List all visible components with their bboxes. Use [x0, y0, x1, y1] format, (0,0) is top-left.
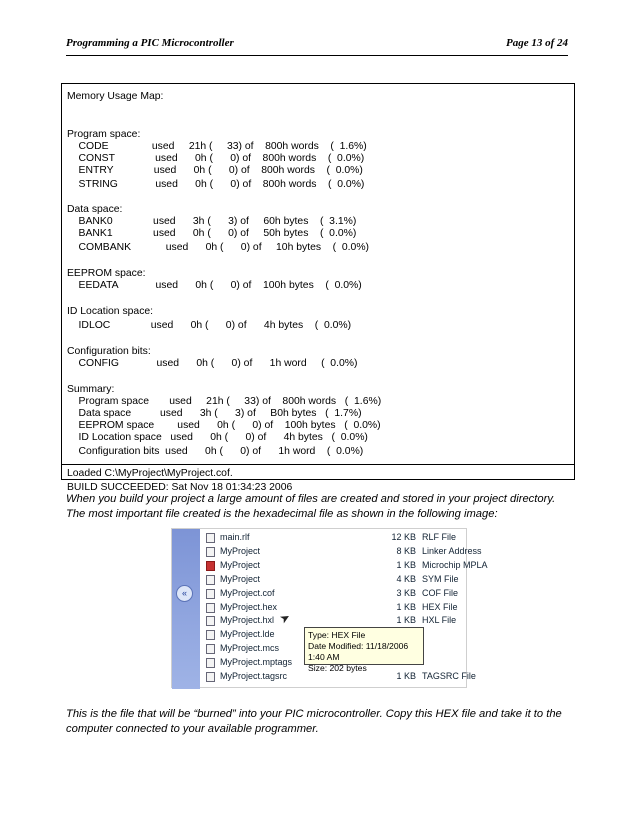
mouse-pointer-icon: ➤	[277, 609, 293, 627]
file-row[interactable]	[206, 559, 488, 573]
file-name: MyProject.lde	[220, 629, 275, 640]
file-row[interactable]	[206, 602, 468, 615]
tooltip-size: Size: 202 bytes	[308, 663, 367, 673]
file-name: MyProject.tagsrc	[220, 671, 288, 681]
output-line: Loaded C:\MyProject\MyProject.cof.	[67, 468, 233, 479]
output-line: CODE used 21h ( 33) of 800h words ( 1.6%)	[67, 141, 367, 152]
file-row[interactable]	[206, 588, 468, 601]
output-line: Data space used 3h ( 3) of B0h bytes ( 1.7%)	[67, 408, 362, 419]
file-type: COF File	[422, 587, 458, 598]
file-type: RLF File	[422, 532, 457, 542]
file-size: 8 KB	[396, 545, 416, 556]
file-size: 1 KB	[396, 615, 416, 626]
file-icon	[206, 630, 215, 640]
file-icon	[206, 616, 215, 626]
file-name: MyProject	[220, 573, 261, 584]
output-line: CONST used 0h ( 0) of 800h words ( 0.0%)	[67, 153, 365, 164]
file-name: MyProject.hxl	[220, 615, 275, 626]
explorer-task-pane	[172, 529, 200, 689]
output-line: Data space:	[67, 204, 123, 215]
file-icon	[206, 672, 215, 682]
build-output-box	[61, 83, 575, 493]
file-explorer-screenshot	[171, 528, 488, 688]
output-line: IDLOC used 0h ( 0) of 4h bytes ( 0.0%)	[67, 320, 352, 331]
tooltip-date-modified: Date Modified: 11/18/2006 1:40 AM	[308, 641, 409, 662]
file-icon	[206, 644, 215, 654]
output-line: STRING used 0h ( 0) of 800h words ( 0.0%)	[67, 179, 365, 190]
file-type: HXL File	[422, 615, 457, 626]
output-line: COMBANK used 0h ( 0) of 10h bytes ( 0.0%)	[67, 242, 370, 253]
file-icon	[206, 589, 215, 599]
file-row[interactable]	[206, 574, 468, 587]
output-line: BANK1 used 0h ( 0) of 50h bytes ( 0.0%)	[67, 228, 357, 239]
file-name: MyProject.cof	[220, 587, 275, 598]
file-icon	[206, 658, 215, 668]
file-size: 1 KB	[396, 601, 416, 612]
output-line: ID Location space used 0h ( 0) of 4h bytes ( 0.0%)	[67, 432, 368, 443]
file-size: 1 KB	[396, 559, 416, 570]
page-number: Page 13 of 24	[505, 37, 568, 49]
file-name: MyProject	[220, 545, 261, 556]
output-line: Summary:	[67, 384, 115, 395]
file-icon	[206, 533, 215, 543]
file-type: SYM File	[422, 573, 459, 584]
header-divider	[66, 55, 568, 56]
file-size: 1 KB	[396, 671, 416, 681]
file-name: MyProject.mptags	[220, 657, 293, 668]
file-name: main.rlf	[220, 532, 250, 542]
output-line: BUILD SUCCEEDED: Sat Nov 18 01:34:23 2006	[67, 482, 293, 493]
paragraph-build-files: When you build your project a large amount of files are created and stored in your project directory. The most important file created is the hexadecimal file as shown in the following image:	[66, 493, 556, 520]
output-line: EEPROM space:	[67, 268, 146, 279]
file-type: TAGSRC File	[422, 671, 476, 681]
output-line: Configuration bits:	[67, 346, 151, 357]
file-icon	[206, 547, 215, 557]
output-line: EEPROM space used 0h ( 0) of 100h bytes ( 0.0%)	[67, 420, 381, 431]
file-tooltip	[304, 627, 424, 673]
file-name: MyProject.mcs	[220, 643, 280, 654]
output-line: Program space used 21h ( 33) of 800h words ( 1.6%)	[67, 396, 382, 407]
collapse-chevron-icon[interactable]: «	[176, 585, 193, 602]
file-name: MyProject.hex	[220, 601, 278, 612]
file-size: 3 KB	[396, 587, 416, 598]
output-line: BANK0 used 3h ( 3) of 60h bytes ( 3.1%)	[67, 216, 357, 227]
output-line: Configuration bits used 0h ( 0) of 1h word ( 0.0%)	[67, 446, 364, 457]
file-type: HEX File	[422, 601, 458, 612]
output-line: Memory Usage Map:	[67, 91, 164, 102]
file-size: 12 KB	[391, 532, 416, 542]
file-icon	[206, 575, 215, 585]
document-title: Programming a PIC Microcontroller	[66, 37, 234, 49]
file-type: Linker Address	[422, 545, 482, 556]
mplab-icon	[206, 561, 215, 571]
file-row[interactable]	[206, 545, 482, 559]
output-line: ENTRY used 0h ( 0) of 800h words ( 0.0%)	[67, 165, 363, 176]
file-name: MyProject	[220, 559, 261, 570]
tooltip-type: Type: HEX File	[308, 630, 366, 640]
output-line: EEDATA used 0h ( 0) of 100h bytes ( 0.0%)	[67, 280, 362, 291]
file-icon	[206, 603, 215, 613]
output-line: Program space:	[67, 129, 141, 140]
output-line: ID Location space:	[67, 306, 154, 317]
output-line: CONFIG used 0h ( 0) of 1h word ( 0.0%)	[67, 358, 358, 369]
paragraph-burn-file: This is the file that will be “burned” into your PIC microcontroller. Copy this HEX file and take it to the computer connected to your available programmer.	[66, 708, 562, 735]
file-row[interactable]	[206, 532, 468, 545]
file-type: Microchip MPLA	[422, 559, 488, 570]
output-separator-line	[62, 464, 574, 465]
file-size: 4 KB	[396, 573, 416, 584]
